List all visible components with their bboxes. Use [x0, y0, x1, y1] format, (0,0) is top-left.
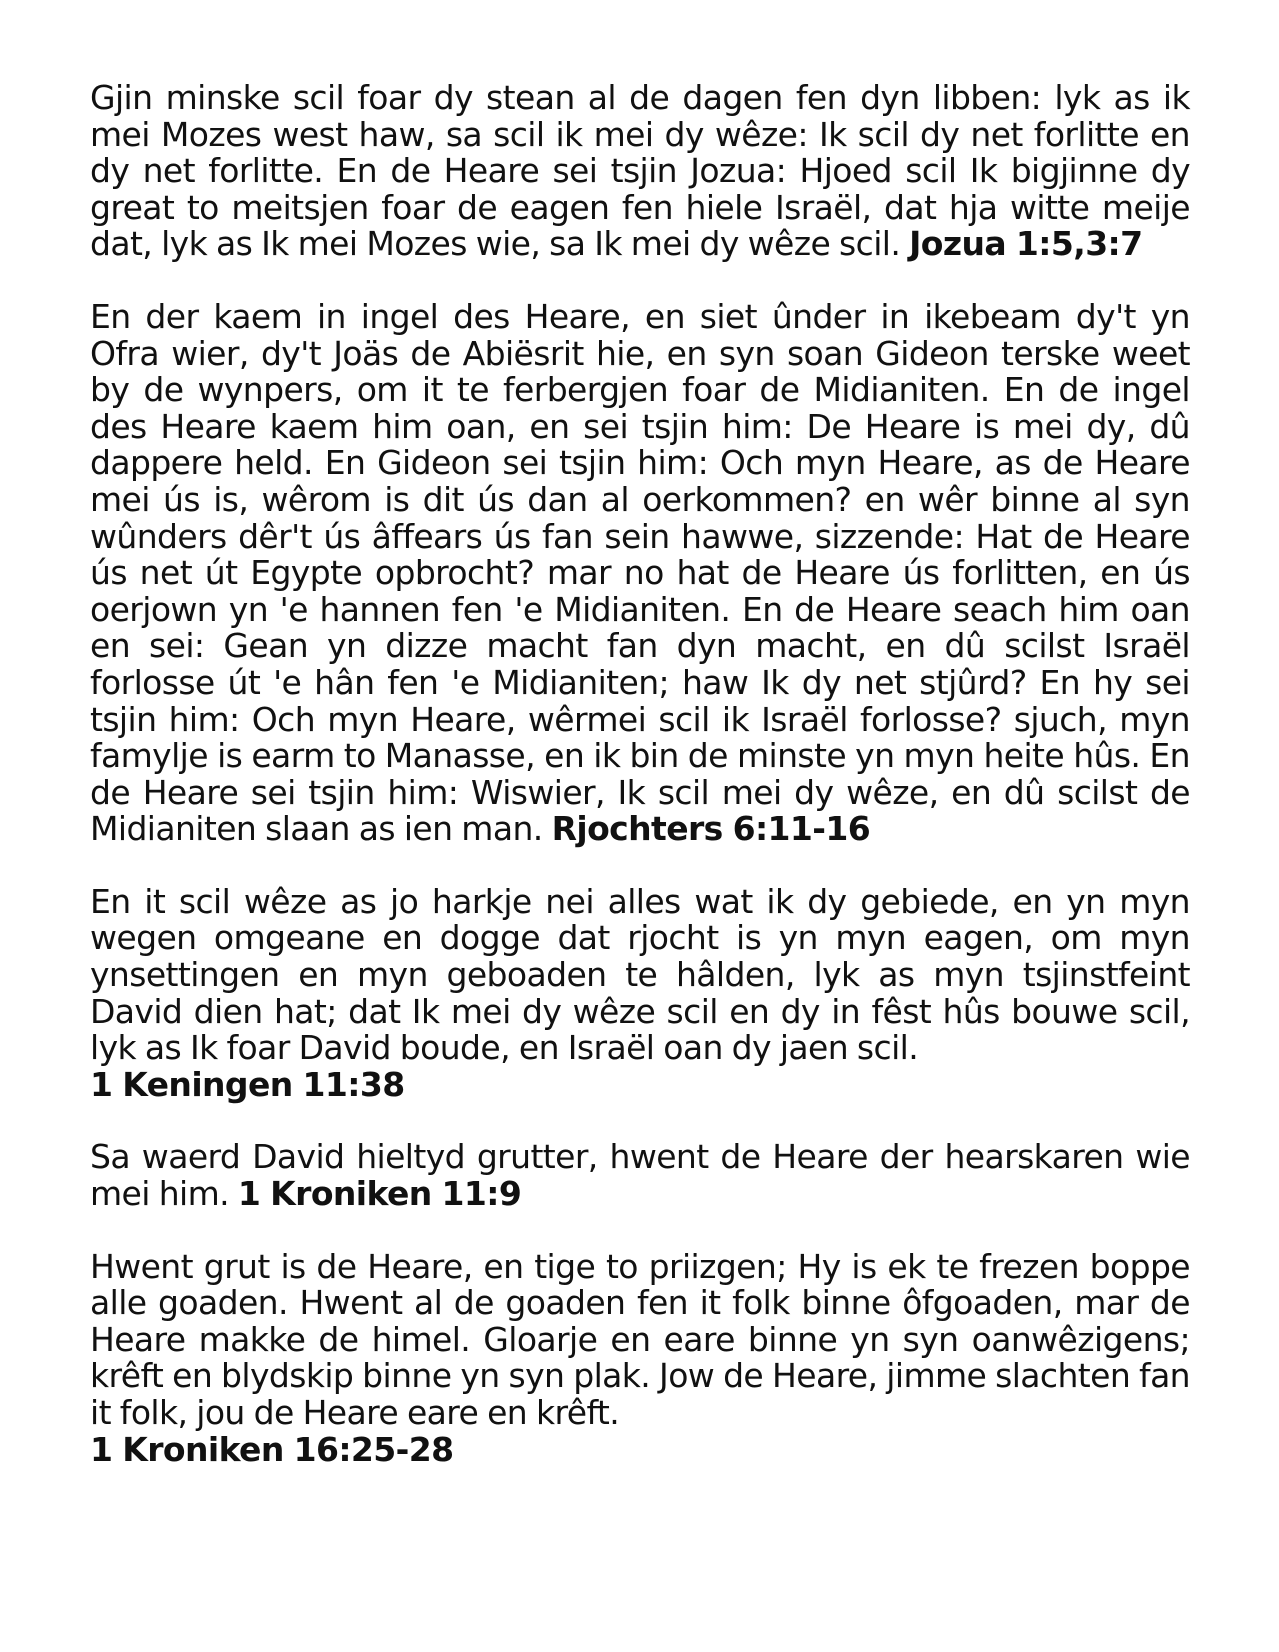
- passage-text: Sa waerd David hieltyd grutter, hwent de Heare der hearskaren wie mei him.: [90, 1137, 1190, 1214]
- document-page: [90, 80, 1190, 1504]
- passage-keningen: [90, 881, 1190, 1104]
- passage-jozua: [90, 80, 1190, 263]
- passage-rjochters: [90, 296, 1190, 849]
- bible-reference: 1 Kroniken 16:25-28: [90, 1429, 454, 1469]
- bible-reference: 1 Kroniken 11:9: [237, 1174, 522, 1214]
- bible-reference: 1 Keningen 11:38: [90, 1064, 405, 1104]
- passage-kroniken-16: [90, 1246, 1190, 1469]
- passage-text: Gjin minske scil foar dy stean al de dagen fen dyn libben: lyk as ik mei Mozes west haw, sa scil ik mei dy wêze: Ik scil dy net forlitte en dy net forlitte. En de Heare sei tsjin Jozua: Hjoed scil Ik bigjinne dy great to meitsjen foar de eagen fen hiele Israël, dat hja witte meije dat, lyk as Ik mei Mozes wie, sa Ik mei dy wêze scil.: [90, 78, 1190, 264]
- passage-text: En it scil wêze as jo harkje nei alles wat ik dy gebiede, en yn myn wegen omgeane en dogge dat rjocht is yn myn eagen, om myn ynsettingen en myn geboaden te hâlden, lyk as myn tsjinstfeint David dien hat; dat Ik mei dy wêze scil en dy in fêst hûs bouwe scil, lyk as Ik foar David boude, en Israël oan dy jaen scil.: [90, 881, 1190, 1068]
- bible-reference: Rjochters 6:11-16: [551, 809, 871, 849]
- passage-kroniken-11: [90, 1139, 1190, 1212]
- bible-reference: Jozua 1:5,3:7: [909, 224, 1143, 264]
- passage-text: Hwent grut is de Heare, en tige to priizgen; Hy is ek te frezen boppe alle goaden. Hwent al de goaden fen it folk binne ôfgoaden, mar de Heare makke de himel. Gloarje en eare binne yn syn oanwêzigens; krêft en blydskip binne yn syn plak. Jow de Heare, jimme slachten fan it folk, jou de Heare eare en krêft.: [90, 1246, 1190, 1432]
- passage-text: En der kaem in ingel des Heare, en siet ûnder in ikebeam dy't yn Ofra wier, dy't Joäs de Abiësrit hie, en syn soan Gideon terske weet by de wynpers, om it te ferbergjen foar de Midianiten. En de ingel des Heare kaem him oan, en sei tsjin him: De Heare is mei dy, dû dappere held. En Gideon sei tsjin him: Och myn Heare, as de Heare mei ús is, wêrom is dit ús dan al oerkommen? en wêr binne al syn wûnders dêr't ús âffears ús fan sein hawwe, sizzende: Hat de Heare ús net út Egypte opbrocht? mar no hat de Heare ús forlitten, en ús oerjown yn 'e hannen fen 'e Midianiten. En de Heare seach him oan en sei: Gean yn dizze macht fan dyn macht, en dû scilst Israël forlosse út 'e hân fen 'e Midianiten; haw Ik dy net stjûrd? En hy sei tsjin him: Och myn Heare, wêrmei scil ik Israël forlosse? sjuch, myn famylje is earm to Manasse, en ik bin de minste yn myn heite hûs. En de Heare sei tsjin him: Wiswier, Ik scil mei dy wêze, en dû scilst de Midianiten slaan as ien man.: [90, 296, 1190, 849]
